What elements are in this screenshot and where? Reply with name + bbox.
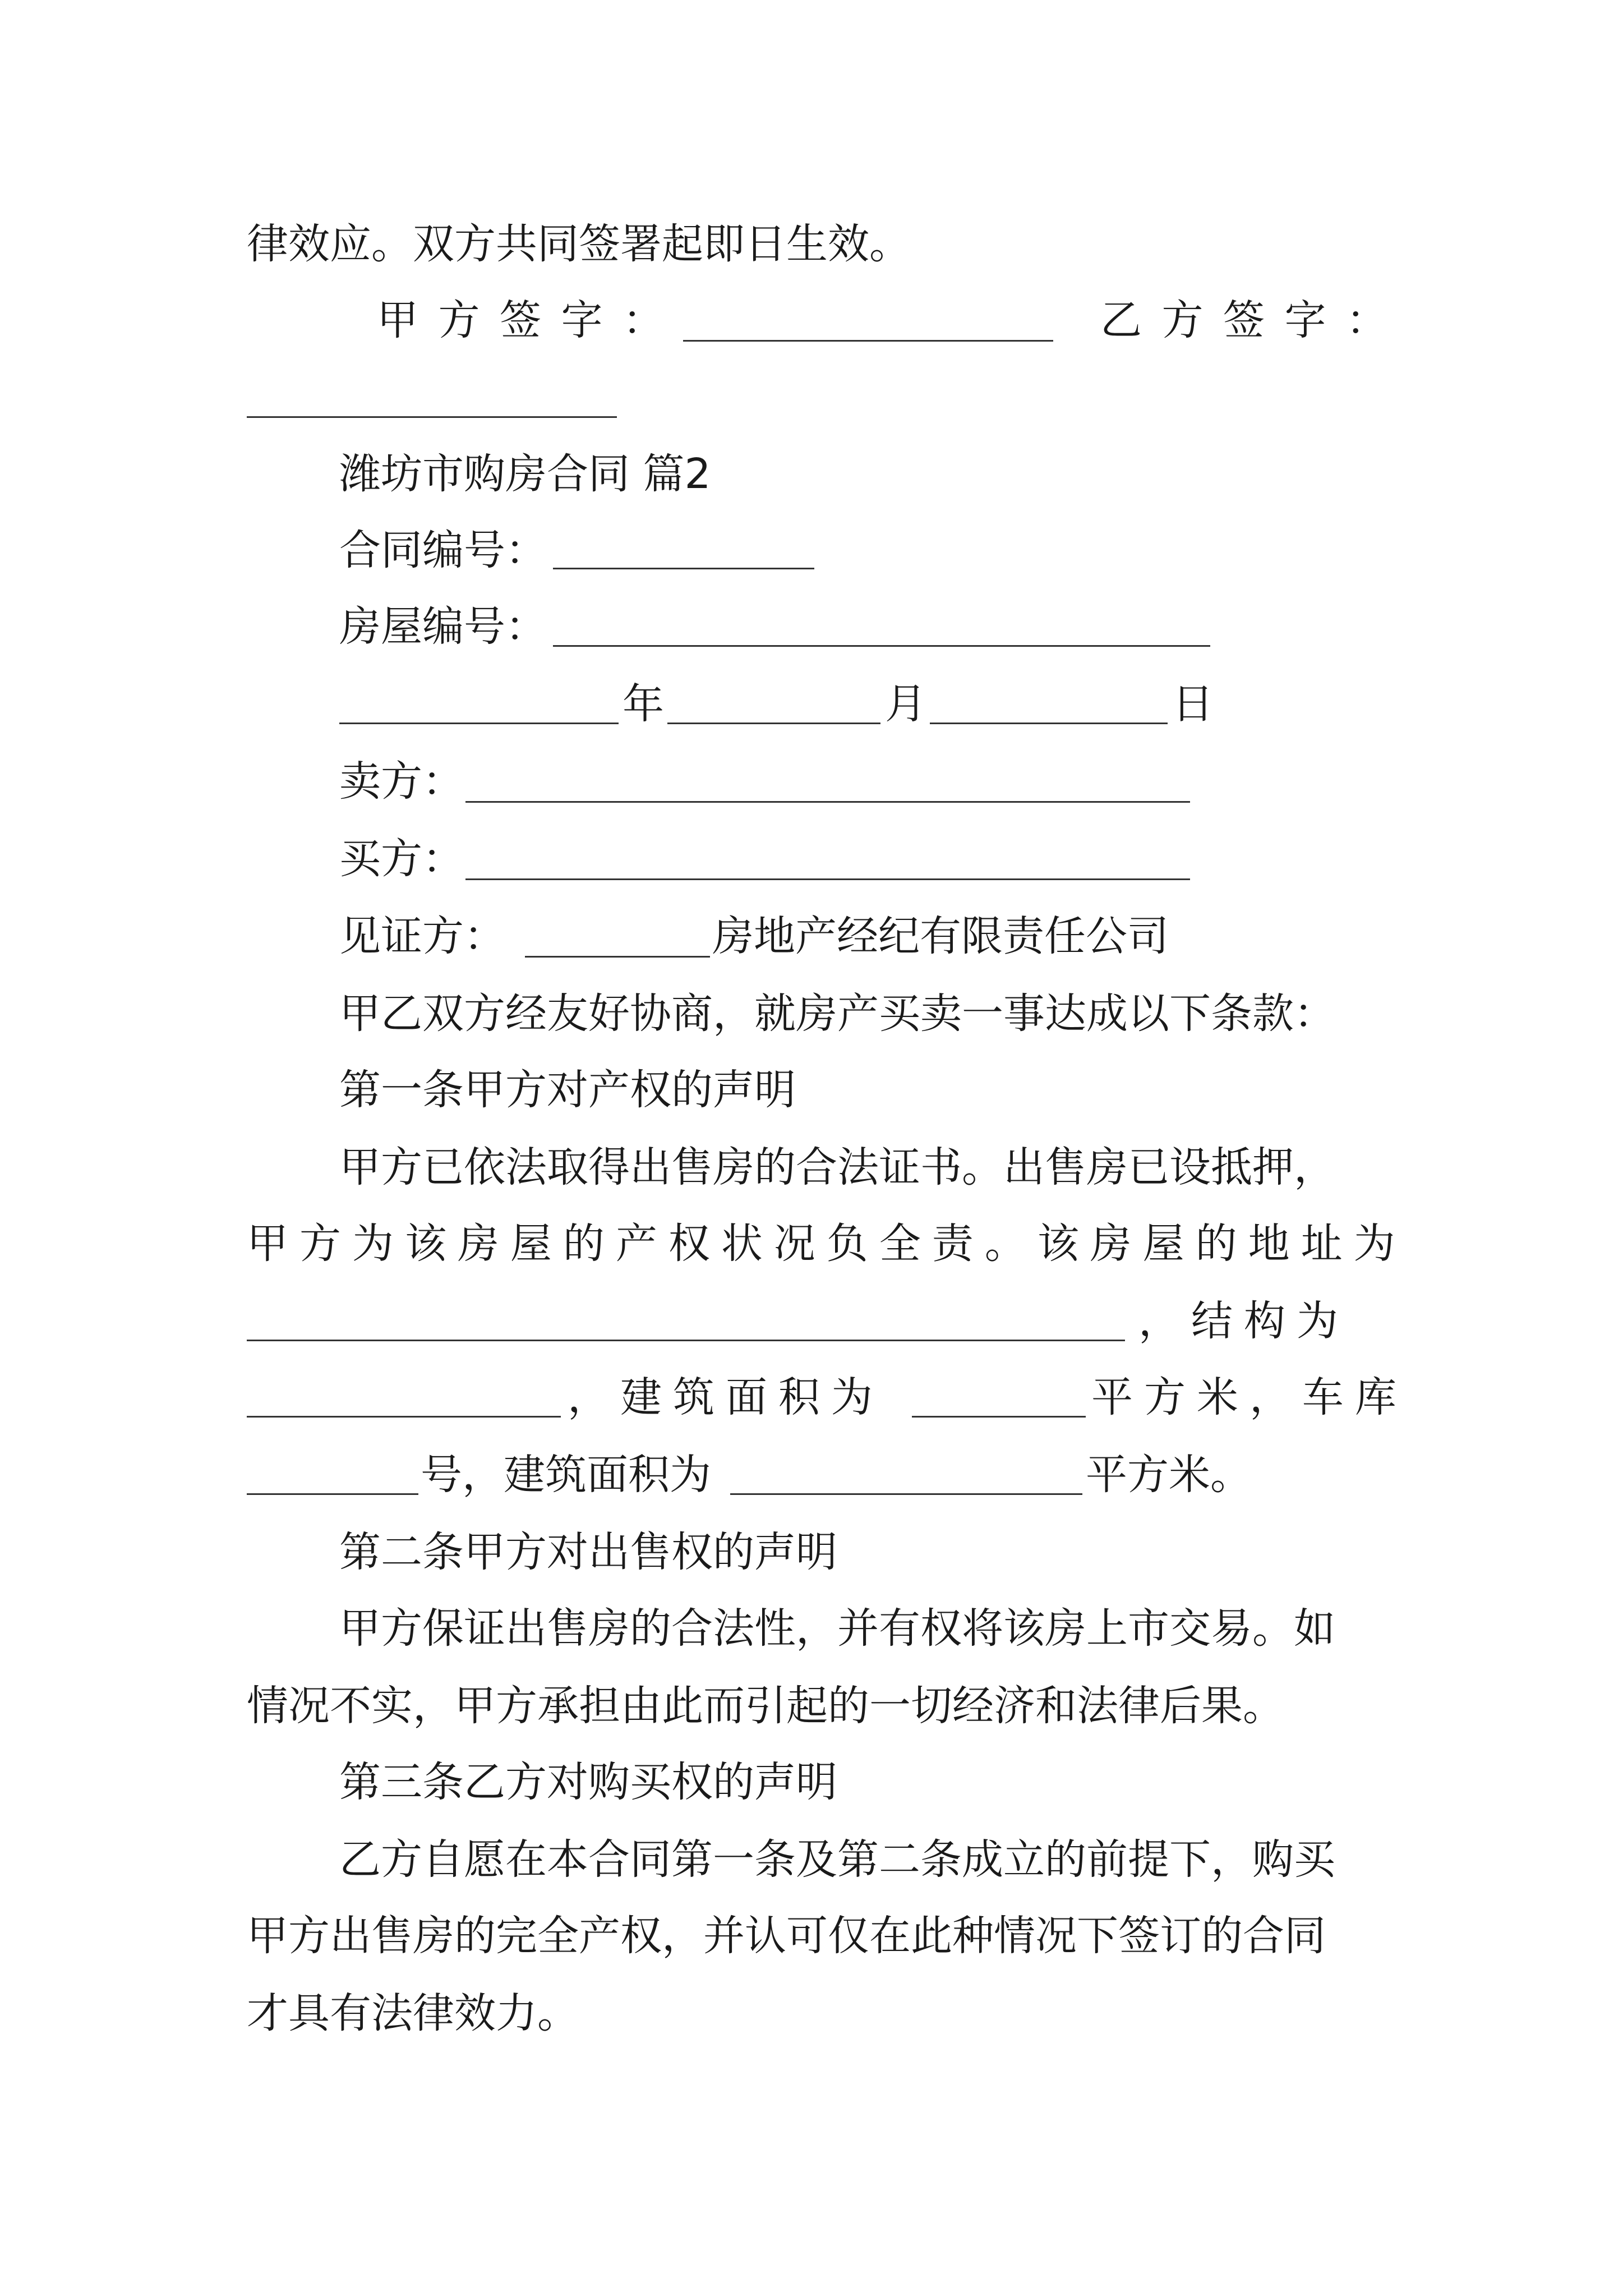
article-1-text: ，建筑面积为 [568, 1373, 884, 1421]
article-1-text: 甲方已依法取得出售房的合法证书。出售房已设抵押， [339, 1143, 1335, 1191]
area-blank[interactable] [912, 1416, 1086, 1418]
contract-number-label: 合同编号： [339, 526, 547, 574]
text-line: 律效应。双方共同签署起即日生效。 [247, 220, 911, 268]
article-3-text: 乙方自愿在本合同第一条及第二条成立的前提下，购买 [339, 1835, 1335, 1884]
witness-label: 见证方： [339, 912, 505, 960]
month-label: 月 [885, 680, 926, 728]
article-3-text: 才具有法律效力。 [247, 1989, 579, 2037]
article-1-text: 号，建筑面积为 [421, 1451, 711, 1499]
article-1-title: 第一条甲方对产权的声明 [339, 1066, 796, 1114]
year-blank[interactable] [339, 723, 619, 724]
party-b-signature-blank[interactable] [247, 416, 617, 418]
garage-number-blank[interactable] [247, 1493, 418, 1495]
address-blank[interactable] [247, 1340, 1125, 1341]
house-number-label: 房屋编号： [339, 602, 547, 651]
party-a-signature-blank[interactable] [683, 340, 1053, 342]
buyer-label: 买方： [339, 835, 464, 883]
structure-blank[interactable] [247, 1416, 561, 1418]
article-3-text: 甲方出售房的完全产权，并认可仅在此种情况下签订的合同 [247, 1912, 1326, 1960]
article-2-title: 第二条甲方对出售权的声明 [339, 1528, 837, 1576]
section-title: 潍坊市购房合同 篇2 [339, 450, 711, 498]
seller-blank[interactable] [465, 801, 1190, 803]
witness-blank[interactable] [525, 956, 710, 958]
article-1-text: ，结构为 [1138, 1297, 1349, 1345]
article-3-title: 第三条乙方对购买权的声明 [339, 1758, 837, 1806]
day-blank[interactable] [930, 723, 1168, 724]
article-2-text: 情况不实，甲方承担由此而引起的一切经济和法律后果。 [247, 1682, 1284, 1730]
year-label: 年 [623, 680, 664, 728]
seller-label: 卖方： [339, 757, 464, 806]
garage-area-blank[interactable] [730, 1493, 1082, 1495]
article-1-text: 甲方为该房屋的产权状况负全责。该房屋的地址为 [247, 1220, 1407, 1268]
witness-company: 房地产经纪有限责任公司 [712, 912, 1169, 960]
month-blank[interactable] [667, 723, 880, 724]
article-2-text: 甲方保证出售房的合法性，并有权将该房上市交易。如 [339, 1604, 1335, 1653]
party-b-signature-label: 乙方签字： [1100, 296, 1408, 344]
house-number-blank[interactable] [553, 645, 1210, 647]
article-1-text: 平方米。 [1086, 1451, 1252, 1499]
party-a-signature-label: 甲方签字： [377, 296, 684, 344]
article-1-text: 平方米，车库 [1091, 1373, 1408, 1421]
day-label: 日 [1172, 680, 1214, 728]
contract-number-blank[interactable] [553, 568, 814, 569]
buyer-blank[interactable] [465, 878, 1190, 880]
intro-text: 甲乙双方经友好协商，就房产买卖一事达成以下条款： [339, 990, 1335, 1038]
